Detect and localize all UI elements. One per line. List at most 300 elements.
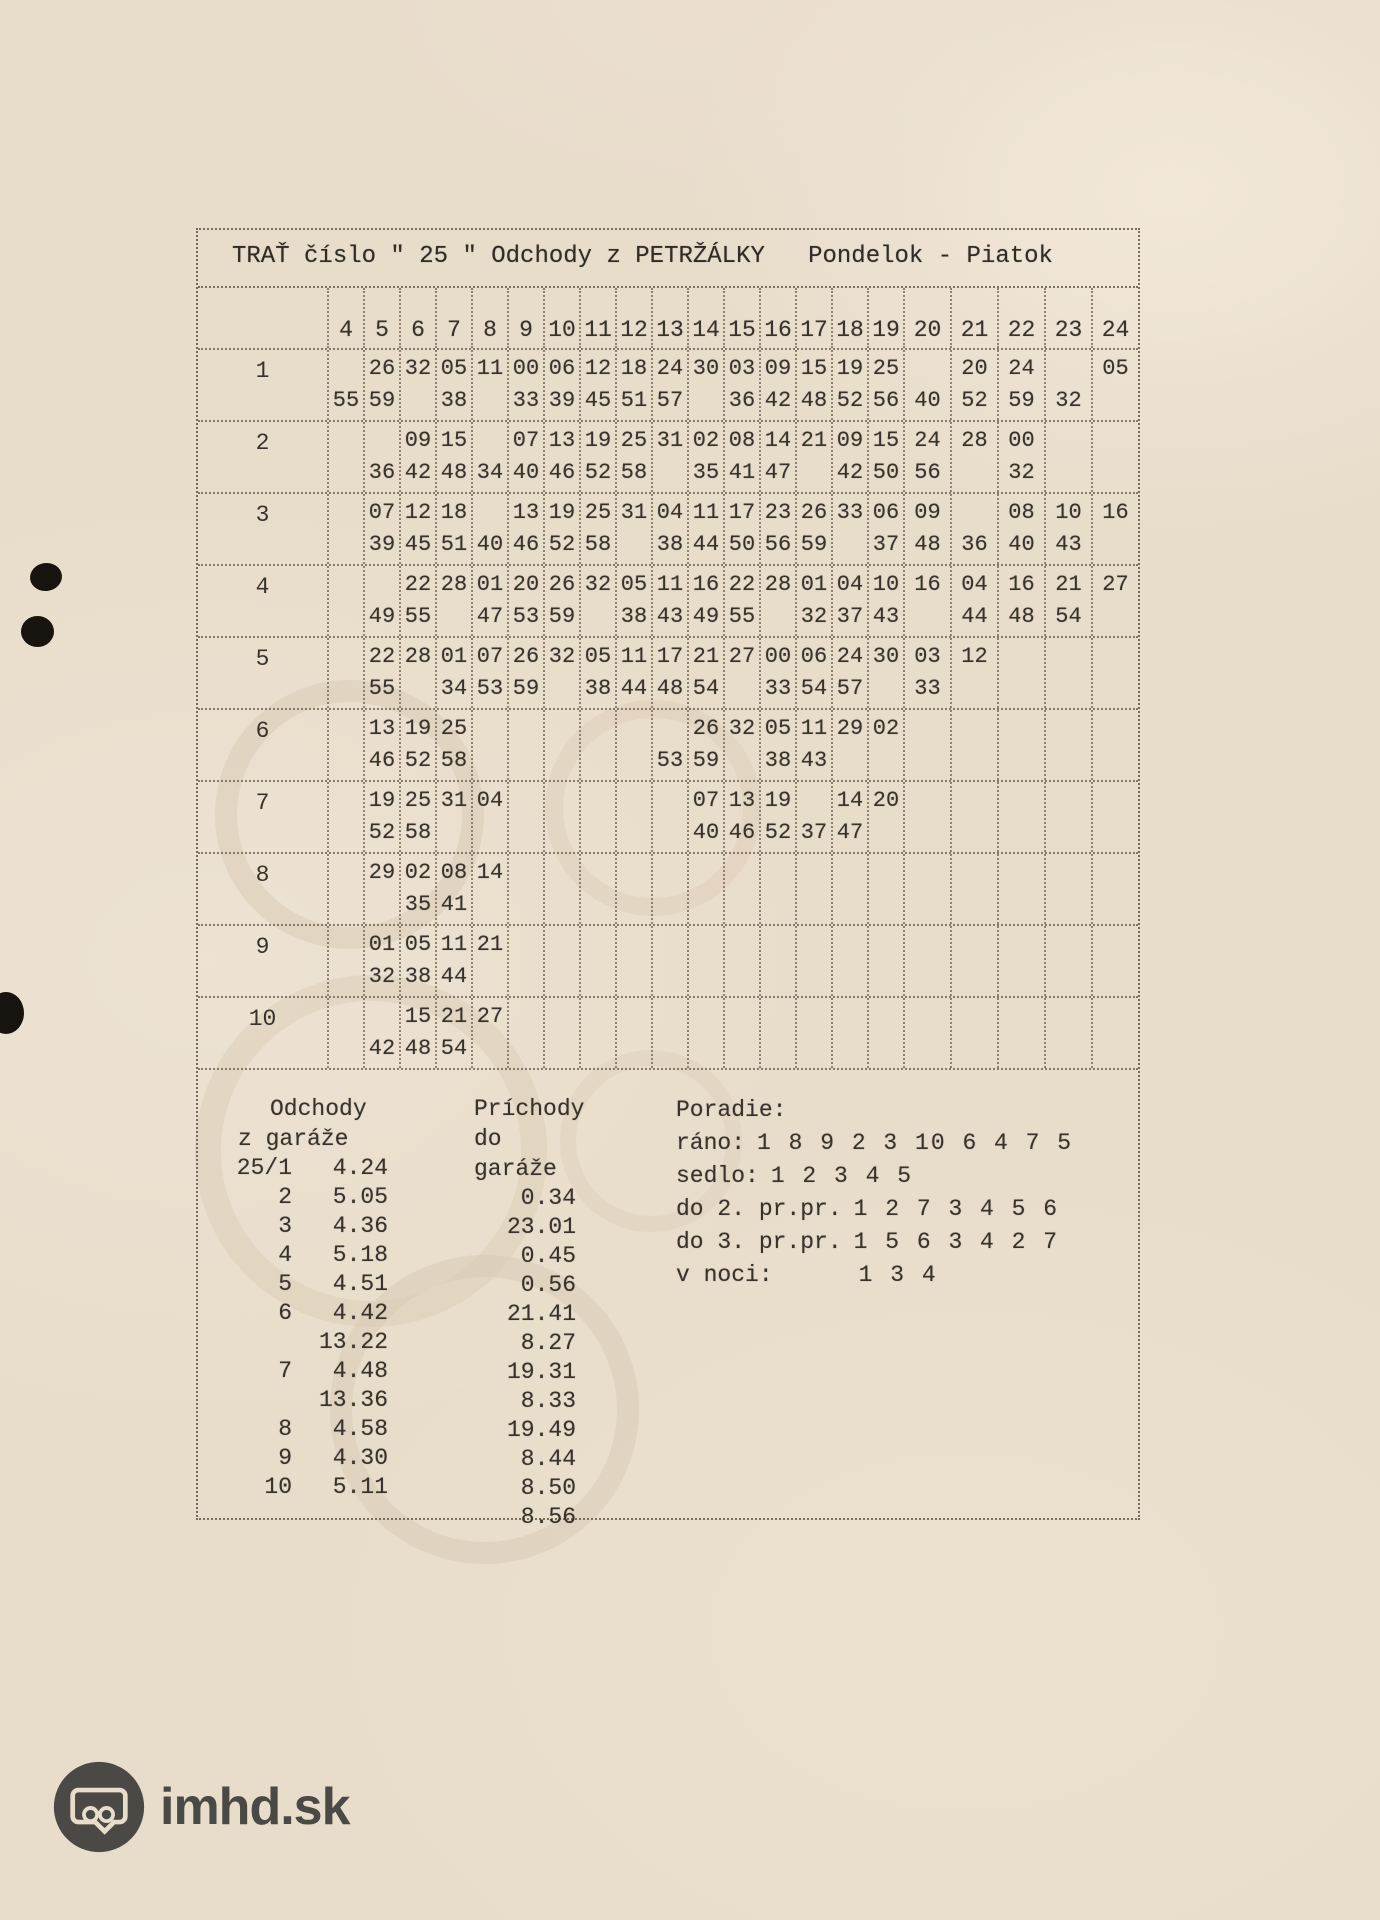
minutes-cell [903,710,950,780]
minutes-cell: 14 47 [831,782,867,852]
minutes-cell [651,854,687,924]
minutes-cell: 31 [615,494,651,564]
garage-departure-entry: 5 4.51 [278,1271,388,1297]
hour-header: 22 [997,288,1044,348]
minutes-cell [795,926,831,996]
garage-departure-entry: 2 5.05 [278,1184,388,1210]
minutes-cell: 28 [950,422,997,492]
minutes-cell: 40 [903,350,950,420]
minutes-cell: 29 [363,854,399,924]
minutes-cell: 25 58 [399,782,435,852]
minutes-cell [723,854,759,924]
minutes-cell: 26 59 [687,710,723,780]
minutes-cell: 13 46 [723,782,759,852]
minutes-cell: 26 59 [795,494,831,564]
hours-header-row [198,288,1138,350]
minutes-cell: 09 42 [759,350,795,420]
minutes-cell: 11 43 [651,566,687,636]
order-list [676,1127,1106,1292]
minutes-cell [507,998,543,1068]
minutes-cell: 15 48 [435,422,471,492]
hour-header: 8 [471,288,507,348]
garage-arrival-entry: 8.27 [520,1330,576,1356]
site-name: imhd.sk [160,1778,350,1836]
garage-arrival-entry: 8.50 [520,1475,576,1501]
timetable-title: TRAŤ číslo " 25 " Odchody z PETRŽÁLKY Pondelok - Piatok [198,230,1138,288]
timetable-row [198,350,1138,422]
garage-arrival-entry: 0.45 [520,1243,576,1269]
minutes-cell: 01 32 [795,566,831,636]
minutes-cell: 26 59 [363,350,399,420]
minutes-cell: 16 [903,566,950,636]
minutes-cell [543,782,579,852]
minutes-cell [687,926,723,996]
minutes-cell: 32 [579,566,615,636]
minutes-cell [1091,854,1138,924]
minutes-cell: 29 [831,710,867,780]
minutes-cell [1044,926,1091,996]
garage-arrivals-column [466,1094,588,1532]
minutes-cell: 05 38 [759,710,795,780]
minutes-cell [651,998,687,1068]
minutes-cell: 12 45 [399,494,435,564]
row-number: 3 [255,502,270,528]
minutes-cell [1044,854,1091,924]
order-entry: ráno: 1 8 9 2 3 10 6 4 7 5 [676,1130,1074,1156]
minutes-cell [1091,710,1138,780]
hour-header: 5 [363,288,399,348]
minutes-cell [867,926,903,996]
minutes-cell: 23 56 [759,494,795,564]
row-number: 10 [248,1006,277,1032]
minutes-cell: 40 [471,494,507,564]
minutes-cell [1044,422,1091,492]
minutes-cell [327,926,363,996]
minutes-cell: 28 [435,566,471,636]
minutes-cell: 21 [471,926,507,996]
minutes-cell: 04 38 [651,494,687,564]
minutes-cell [1091,782,1138,852]
minutes-cell [615,926,651,996]
minutes-cell: 15 48 [795,350,831,420]
garage-departure-entry: 10 5.11 [264,1474,388,1500]
departures-subheading: z garáže [238,1126,349,1152]
minutes-cell: 55 [327,350,363,420]
minutes-cell: 09 42 [399,422,435,492]
minutes-cell: 24 56 [903,422,950,492]
garage-departure-entry: 7 4.48 [278,1358,388,1384]
timetable-row [198,926,1138,998]
minutes-cell: 42 [363,998,399,1068]
order-column [676,1094,1106,1532]
minutes-cell: 20 52 [950,350,997,420]
minutes-cell: 25 58 [579,494,615,564]
timetable-row [198,494,1138,566]
timetable-grid [198,288,1138,1070]
minutes-cell [687,998,723,1068]
minutes-cell: 04 [471,782,507,852]
punch-hole [21,616,54,647]
minutes-cell: 21 54 [1044,566,1091,636]
timetable-sheet [196,228,1140,1530]
minutes-cell: 11 43 [795,710,831,780]
timetable-row [198,854,1138,926]
minutes-cell: 05 38 [435,350,471,420]
minutes-cell [1044,710,1091,780]
minutes-cell [579,782,615,852]
minutes-cell: 27 [471,998,507,1068]
hour-header: 10 [543,288,579,348]
hour-header: 18 [831,288,867,348]
minutes-cell [997,782,1044,852]
minutes-cell: 05 38 [399,926,435,996]
minutes-cell: 02 35 [687,422,723,492]
garage-arrival-entry: 19.49 [506,1417,576,1443]
minutes-cell: 25 56 [867,350,903,420]
timetable-row [198,710,1138,782]
minutes-cell: 16 [1091,494,1138,564]
hour-header: 7 [435,288,471,348]
minutes-cell: 04 44 [950,566,997,636]
minutes-cell: 03 33 [903,638,950,708]
garage-arrival-entry: 19.31 [506,1359,576,1385]
minutes-cell [615,854,651,924]
site-footer [52,1760,350,1854]
minutes-cell: 05 38 [579,638,615,708]
minutes-cell [1091,998,1138,1068]
minutes-cell: 07 40 [507,422,543,492]
minutes-cell: 26 59 [507,638,543,708]
hour-header: 4 [327,288,363,348]
minutes-cell [867,854,903,924]
minutes-cell: 30 [867,638,903,708]
arrivals-subheading: do garáže [474,1126,557,1182]
minutes-cell [507,782,543,852]
garage-arrival-entry: 0.34 [520,1185,576,1211]
minutes-cell [903,854,950,924]
minutes-cell: 14 [471,854,507,924]
garage-departure-entry: 4 5.18 [278,1242,388,1268]
minutes-cell [1091,638,1138,708]
row-number: 8 [255,862,270,888]
order-entry: do 3. pr.pr. 1 5 6 3 4 2 7 [676,1229,1060,1255]
minutes-cell: 25 58 [615,422,651,492]
hour-header: 9 [507,288,543,348]
minutes-cell: 28 [399,638,435,708]
minutes-cell: 30 [687,350,723,420]
arrivals-list [466,1184,588,1532]
minutes-cell: 32 [543,638,579,708]
minutes-cell: 17 50 [723,494,759,564]
minutes-cell: 17 48 [651,638,687,708]
minutes-cell [579,926,615,996]
arrivals-heading: Príchody [474,1096,585,1122]
minutes-cell: 22 55 [399,566,435,636]
minutes-cell [1044,638,1091,708]
minutes-cell: 24 59 [997,350,1044,420]
minutes-cell: 00 32 [997,422,1044,492]
minutes-cell: 01 47 [471,566,507,636]
minutes-cell: 10 43 [867,566,903,636]
minutes-cell: 07 39 [363,494,399,564]
minutes-cell: 11 [471,350,507,420]
minutes-cell [579,710,615,780]
minutes-cell: 06 54 [795,638,831,708]
minutes-cell [759,926,795,996]
minutes-cell: 11 44 [615,638,651,708]
garage-arrival-entry: 23.01 [506,1214,576,1240]
hour-header: 19 [867,288,903,348]
garage-arrival-entry: 0.56 [520,1272,576,1298]
row-label-header [198,288,327,348]
minutes-cell: 19 52 [399,710,435,780]
minutes-cell [831,998,867,1068]
minutes-cell [327,566,363,636]
minutes-cell [1044,782,1091,852]
minutes-cell [543,710,579,780]
minutes-cell: 13 46 [363,710,399,780]
garage-arrival-entry: 8.56 [520,1504,576,1530]
order-heading: Poradie: [676,1097,787,1123]
minutes-cell [507,854,543,924]
minutes-cell [795,854,831,924]
minutes-cell [579,854,615,924]
minutes-cell: 28 [759,566,795,636]
minutes-cell [579,998,615,1068]
minutes-cell: 19 52 [543,494,579,564]
minutes-cell [723,926,759,996]
minutes-cell [327,422,363,492]
minutes-cell [471,710,507,780]
row-number: 2 [255,430,270,456]
garage-departure-entry: 25/1 4.24 [236,1155,388,1181]
order-entry: v noci: 1 3 4 [676,1262,938,1288]
minutes-cell [687,854,723,924]
minutes-cell: 25 58 [435,710,471,780]
garage-arrival-entry: 8.44 [520,1446,576,1472]
hour-header: 16 [759,288,795,348]
minutes-cell: 21 [795,422,831,492]
minutes-cell: 16 48 [997,566,1044,636]
minutes-cell: 11 44 [435,926,471,996]
minutes-cell [997,638,1044,708]
minutes-cell: 31 [435,782,471,852]
garage-arrival-entry: 8.33 [520,1388,576,1414]
hour-header: 20 [903,288,950,348]
minutes-cell: 49 [363,566,399,636]
hour-header: 6 [399,288,435,348]
hour-header: 24 [1091,288,1138,348]
minutes-cell [867,998,903,1068]
minutes-cell: 34 [471,422,507,492]
minutes-cell: 19 52 [831,350,867,420]
minutes-cell: 12 45 [579,350,615,420]
minutes-cell: 24 57 [651,350,687,420]
hour-header: 14 [687,288,723,348]
minutes-cell: 08 41 [435,854,471,924]
minutes-cell [651,926,687,996]
imhd-logo-icon [52,1760,146,1854]
minutes-cell: 19 52 [363,782,399,852]
minutes-cell [507,710,543,780]
row-number: 1 [255,358,270,384]
minutes-cell: 15 50 [867,422,903,492]
minutes-cell: 20 53 [507,566,543,636]
minutes-cell: 08 40 [997,494,1044,564]
minutes-cell: 31 [651,422,687,492]
minutes-cell [543,998,579,1068]
minutes-cell: 27 [723,638,759,708]
punch-hole [28,561,64,593]
minutes-cell: 21 54 [435,998,471,1068]
minutes-cell: 11 44 [687,494,723,564]
minutes-cell [327,494,363,564]
minutes-cell: 32 [723,710,759,780]
minutes-cell: 22 55 [723,566,759,636]
garage-departures-column [226,1094,441,1532]
minutes-cell: 09 48 [903,494,950,564]
minutes-cell [1044,998,1091,1068]
minutes-cell: 21 54 [687,638,723,708]
punch-hole [0,992,24,1034]
minutes-cell: 37 [795,782,831,852]
minutes-cell [997,998,1044,1068]
minutes-cell [950,710,997,780]
minutes-cell: 04 37 [831,566,867,636]
minutes-cell [903,998,950,1068]
minutes-cell [327,638,363,708]
minutes-cell [831,926,867,996]
minutes-cell: 22 55 [363,638,399,708]
garage-departure-entry: 3 4.36 [278,1213,388,1239]
minutes-cell: 16 49 [687,566,723,636]
minutes-cell: 07 40 [687,782,723,852]
minutes-cell: 19 52 [759,782,795,852]
minutes-cell [950,854,997,924]
departures-list [226,1154,441,1502]
minutes-cell: 36 [950,494,997,564]
minutes-cell: 06 39 [543,350,579,420]
minutes-cell: 01 34 [435,638,471,708]
minutes-cell: 05 38 [615,566,651,636]
minutes-cell: 20 [867,782,903,852]
minutes-cell: 27 [1091,566,1138,636]
minutes-cell [651,782,687,852]
row-number: 6 [255,718,270,744]
minutes-cell: 02 35 [399,854,435,924]
minutes-cell [950,782,997,852]
minutes-cell: 01 32 [363,926,399,996]
hour-header: 11 [579,288,615,348]
minutes-cell [759,854,795,924]
minutes-cell: 00 33 [507,350,543,420]
minutes-cell [615,998,651,1068]
row-number: 5 [255,646,270,672]
minutes-cell: 19 52 [579,422,615,492]
minutes-cell: 05 [1091,350,1138,420]
minutes-cell [1091,926,1138,996]
minutes-cell: 15 48 [399,998,435,1068]
garage-arrival-entry: 21.41 [506,1301,576,1327]
minutes-cell [831,854,867,924]
minutes-cell: 26 59 [543,566,579,636]
garage-departure-entry: 8 4.58 [278,1416,388,1442]
minutes-cell [903,926,950,996]
garage-departure-entry: 6 4.42 [278,1300,388,1326]
minutes-cell [759,998,795,1068]
minutes-cell [327,710,363,780]
minutes-cell: 36 [363,422,399,492]
minutes-cell: 33 [831,494,867,564]
minutes-cell: 18 51 [615,350,651,420]
timetable-row [198,998,1138,1070]
row-number: 7 [255,790,270,816]
timetable-row [198,638,1138,710]
minutes-cell: 12 [950,638,997,708]
minutes-cell [327,998,363,1068]
minutes-cell: 09 42 [831,422,867,492]
minutes-cell: 00 33 [759,638,795,708]
timetable-row [198,782,1138,854]
minutes-cell [615,710,651,780]
order-entry: do 2. pr.pr. 1 2 7 3 4 5 6 [676,1196,1060,1222]
minutes-cell: 32 [399,350,435,420]
minutes-cell: 03 36 [723,350,759,420]
minutes-cell [543,854,579,924]
timetable-row [198,422,1138,494]
minutes-cell [795,998,831,1068]
minutes-cell: 24 57 [831,638,867,708]
garage-section [198,1070,1138,1532]
minutes-cell [723,998,759,1068]
minutes-cell [997,926,1044,996]
row-number: 4 [255,574,270,600]
minutes-cell [903,782,950,852]
minutes-cell [327,782,363,852]
minutes-cell [950,998,997,1068]
minutes-cell: 08 41 [723,422,759,492]
minutes-cell [507,926,543,996]
minutes-cell: 13 46 [507,494,543,564]
order-entry: sedlo: 1 2 3 4 5 [676,1163,914,1189]
minutes-cell [997,710,1044,780]
garage-departure-entry: 9 4.30 [278,1445,388,1471]
hour-header: 13 [651,288,687,348]
timetable-row [198,566,1138,638]
minutes-cell [543,926,579,996]
minutes-cell: 53 [651,710,687,780]
minutes-cell: 02 [867,710,903,780]
minutes-cell [950,926,997,996]
minutes-cell: 14 47 [759,422,795,492]
hour-header: 23 [1044,288,1091,348]
minutes-cell: 06 37 [867,494,903,564]
minutes-cell: 10 43 [1044,494,1091,564]
garage-departure-entry: 13.36 [318,1387,388,1413]
minutes-cell: 13 46 [543,422,579,492]
minutes-cell: 18 51 [435,494,471,564]
garage-departure-entry: 13.22 [318,1329,388,1355]
hour-header: 17 [795,288,831,348]
hour-header: 12 [615,288,651,348]
minutes-cell [327,854,363,924]
minutes-cell [997,854,1044,924]
hour-header: 21 [950,288,997,348]
minutes-cell: 07 53 [471,638,507,708]
minutes-cell: 32 [1044,350,1091,420]
minutes-cell [615,782,651,852]
departures-heading: Odchody [270,1096,367,1122]
